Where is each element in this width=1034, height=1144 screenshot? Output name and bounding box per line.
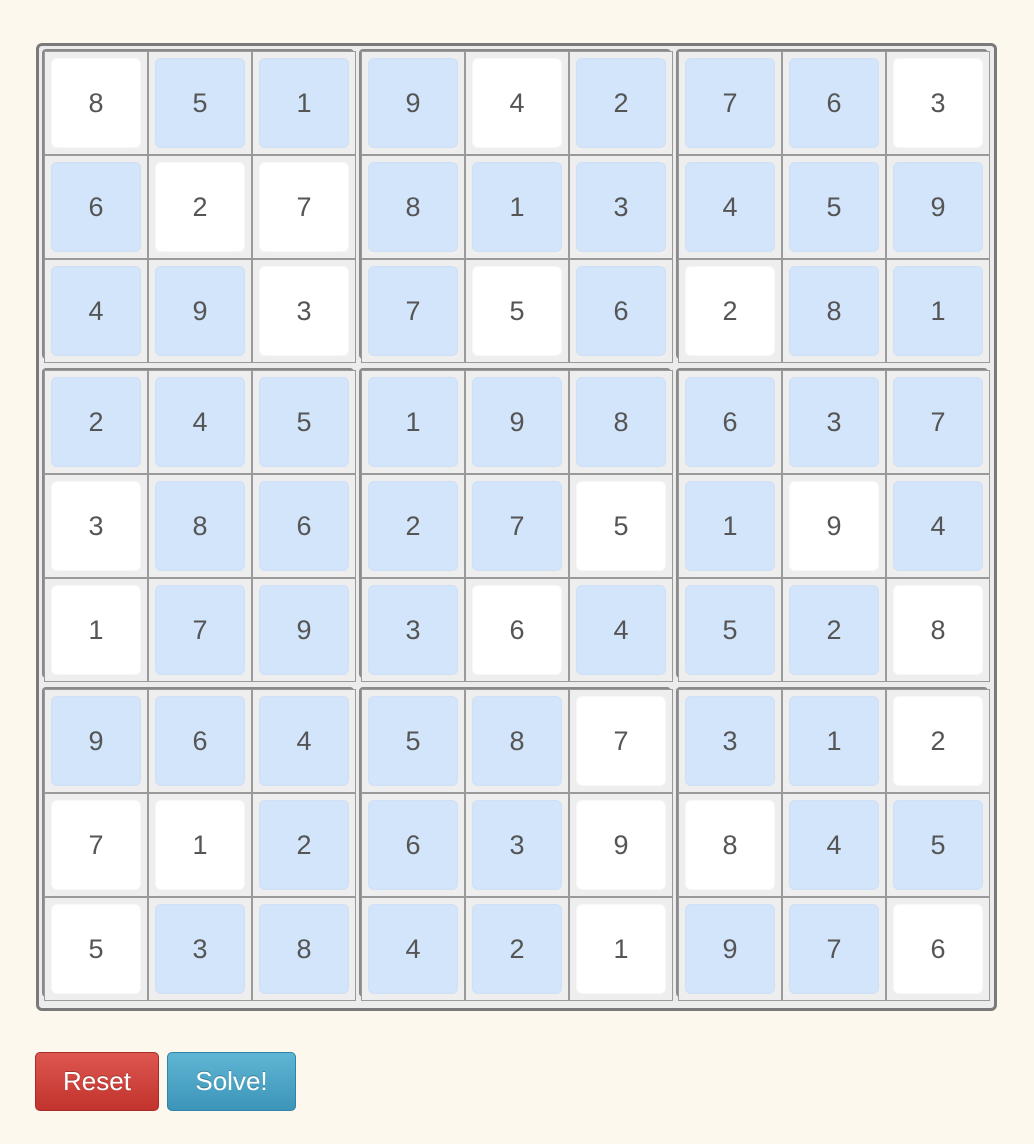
sudoku-board [36, 43, 997, 1011]
sudoku-cell[interactable] [361, 793, 465, 897]
sudoku-cell[interactable] [148, 474, 252, 578]
entered-cell-value[interactable]: 2 [259, 800, 349, 890]
entered-cell-value[interactable]: 4 [51, 266, 141, 356]
entered-cell-value[interactable]: 9 [685, 904, 775, 994]
entered-cell-value[interactable]: 2 [51, 377, 141, 467]
sudoku-cell[interactable] [44, 474, 148, 578]
entered-cell-value[interactable]: 1 [789, 696, 879, 786]
entered-cell-value[interactable]: 6 [685, 377, 775, 467]
entered-cell-value[interactable]: 8 [576, 377, 666, 467]
given-cell-value: 1 [576, 904, 666, 994]
sudoku-cell[interactable] [252, 474, 356, 578]
sudoku-cell[interactable] [465, 155, 569, 259]
sudoku-cell[interactable] [465, 897, 569, 1001]
entered-cell-value[interactable]: 4 [576, 585, 666, 675]
entered-cell-value[interactable]: 7 [685, 58, 775, 148]
sudoku-cell[interactable] [148, 51, 252, 155]
sudoku-cell[interactable] [678, 155, 782, 259]
entered-cell-value[interactable]: 9 [472, 377, 562, 467]
reset-button[interactable]: Reset [35, 1052, 159, 1111]
given-cell-value: 5 [576, 481, 666, 571]
sudoku-cell[interactable] [361, 474, 465, 578]
sudoku-cell[interactable] [678, 474, 782, 578]
sudoku-box [359, 687, 671, 997]
sudoku-cell[interactable] [361, 897, 465, 1001]
entered-cell-value[interactable]: 5 [259, 377, 349, 467]
sudoku-cell[interactable] [148, 578, 252, 682]
entered-cell-value[interactable]: 4 [685, 162, 775, 252]
entered-cell-value[interactable]: 7 [472, 481, 562, 571]
sudoku-cell[interactable] [252, 155, 356, 259]
entered-cell-value[interactable]: 3 [576, 162, 666, 252]
given-cell-value: 1 [51, 585, 141, 675]
entered-cell-value[interactable]: 6 [576, 266, 666, 356]
given-cell-value: 1 [155, 800, 245, 890]
sudoku-cell[interactable] [252, 689, 356, 793]
sudoku-cell[interactable] [678, 259, 782, 363]
entered-cell-value[interactable]: 4 [893, 481, 983, 571]
sudoku-cell[interactable] [148, 259, 252, 363]
sudoku-cell[interactable] [44, 51, 148, 155]
sudoku-cell[interactable] [465, 578, 569, 682]
sudoku-cell[interactable] [678, 689, 782, 793]
entered-cell-value[interactable]: 8 [368, 162, 458, 252]
sudoku-box [42, 687, 354, 997]
entered-cell-value[interactable]: 7 [155, 585, 245, 675]
sudoku-cell[interactable] [44, 793, 148, 897]
sudoku-cell[interactable] [678, 897, 782, 1001]
entered-cell-value[interactable]: 9 [368, 58, 458, 148]
entered-cell-value[interactable]: 6 [155, 696, 245, 786]
entered-cell-value[interactable]: 7 [368, 266, 458, 356]
entered-cell-value[interactable]: 3 [685, 696, 775, 786]
sudoku-cell[interactable] [465, 689, 569, 793]
entered-cell-value[interactable]: 2 [472, 904, 562, 994]
sudoku-cell[interactable] [782, 897, 886, 1001]
sudoku-cell[interactable] [465, 51, 569, 155]
entered-cell-value[interactable]: 8 [472, 696, 562, 786]
entered-cell-value[interactable]: 9 [259, 585, 349, 675]
sudoku-cell[interactable] [886, 259, 990, 363]
given-cell-value: 3 [51, 481, 141, 571]
sudoku-cell[interactable] [44, 578, 148, 682]
entered-cell-value[interactable]: 8 [155, 481, 245, 571]
sudoku-cell[interactable] [361, 578, 465, 682]
given-cell-value: 7 [259, 162, 349, 252]
sudoku-cell[interactable] [465, 370, 569, 474]
sudoku-box [359, 368, 671, 678]
sudoku-cell[interactable] [782, 474, 886, 578]
sudoku-cell[interactable] [361, 259, 465, 363]
sudoku-cell[interactable] [465, 793, 569, 897]
entered-cell-value[interactable]: 5 [789, 162, 879, 252]
entered-cell-value[interactable]: 8 [259, 904, 349, 994]
sudoku-cell[interactable] [782, 370, 886, 474]
sudoku-cell[interactable] [148, 370, 252, 474]
entered-cell-value[interactable]: 1 [893, 266, 983, 356]
sudoku-cell[interactable] [886, 51, 990, 155]
sudoku-cell[interactable] [886, 897, 990, 1001]
sudoku-box [676, 687, 988, 997]
sudoku-cell[interactable] [252, 578, 356, 682]
sudoku-cell[interactable] [782, 155, 886, 259]
sudoku-cell[interactable] [886, 155, 990, 259]
entered-cell-value[interactable]: 9 [155, 266, 245, 356]
sudoku-cell[interactable] [361, 51, 465, 155]
entered-cell-value[interactable]: 2 [576, 58, 666, 148]
entered-cell-value[interactable]: 9 [51, 696, 141, 786]
given-cell-value: 8 [51, 58, 141, 148]
sudoku-cell[interactable] [44, 370, 148, 474]
entered-cell-value[interactable]: 9 [893, 162, 983, 252]
sudoku-cell[interactable] [782, 259, 886, 363]
given-cell-value: 2 [155, 162, 245, 252]
sudoku-box [676, 368, 988, 678]
entered-cell-value[interactable]: 3 [155, 904, 245, 994]
sudoku-box [42, 49, 354, 359]
sudoku-cell[interactable] [361, 155, 465, 259]
given-cell-value: 6 [893, 904, 983, 994]
sudoku-cell[interactable] [782, 793, 886, 897]
sudoku-cell[interactable] [252, 793, 356, 897]
sudoku-cell[interactable] [252, 259, 356, 363]
given-cell-value: 8 [685, 800, 775, 890]
sudoku-cell[interactable] [44, 689, 148, 793]
entered-cell-value[interactable]: 6 [368, 800, 458, 890]
sudoku-cell[interactable] [148, 689, 252, 793]
entered-cell-value[interactable]: 2 [368, 481, 458, 571]
sudoku-cell[interactable] [569, 259, 673, 363]
sudoku-cell[interactable] [569, 155, 673, 259]
sudoku-cell[interactable] [569, 897, 673, 1001]
entered-cell-value[interactable]: 4 [789, 800, 879, 890]
sudoku-cell[interactable] [782, 578, 886, 682]
entered-cell-value[interactable]: 5 [893, 800, 983, 890]
sudoku-box [676, 49, 988, 359]
sudoku-cell[interactable] [44, 259, 148, 363]
entered-cell-value[interactable]: 6 [789, 58, 879, 148]
sudoku-cell[interactable] [44, 897, 148, 1001]
sudoku-cell[interactable] [569, 689, 673, 793]
sudoku-cell[interactable] [569, 793, 673, 897]
entered-cell-value[interactable]: 8 [789, 266, 879, 356]
given-cell-value: 2 [685, 266, 775, 356]
sudoku-box [42, 368, 354, 678]
entered-cell-value[interactable]: 1 [368, 377, 458, 467]
given-cell-value: 5 [51, 904, 141, 994]
given-cell-value: 2 [893, 696, 983, 786]
sudoku-cell[interactable] [252, 370, 356, 474]
sudoku-cell[interactable] [782, 689, 886, 793]
entered-cell-value[interactable]: 4 [368, 904, 458, 994]
sudoku-cell[interactable] [252, 51, 356, 155]
sudoku-cell[interactable] [569, 51, 673, 155]
sudoku-cell[interactable] [886, 370, 990, 474]
sudoku-cell[interactable] [465, 259, 569, 363]
entered-cell-value[interactable]: 5 [155, 58, 245, 148]
entered-cell-value[interactable]: 2 [789, 585, 879, 675]
sudoku-cell[interactable] [465, 474, 569, 578]
sudoku-cell[interactable] [782, 51, 886, 155]
given-cell-value: 7 [576, 696, 666, 786]
given-cell-value: 3 [259, 266, 349, 356]
sudoku-cell[interactable] [252, 897, 356, 1001]
given-cell-value: 4 [472, 58, 562, 148]
sudoku-cell[interactable] [361, 689, 465, 793]
sudoku-cell[interactable] [886, 793, 990, 897]
given-cell-value: 7 [51, 800, 141, 890]
entered-cell-value[interactable]: 4 [155, 377, 245, 467]
entered-cell-value[interactable]: 6 [259, 481, 349, 571]
sudoku-cell[interactable] [678, 578, 782, 682]
entered-cell-value[interactable]: 3 [368, 585, 458, 675]
entered-cell-value[interactable]: 1 [259, 58, 349, 148]
sudoku-cell[interactable] [678, 793, 782, 897]
sudoku-cell[interactable] [678, 51, 782, 155]
sudoku-cell[interactable] [886, 474, 990, 578]
given-cell-value: 9 [576, 800, 666, 890]
entered-cell-value[interactable]: 7 [893, 377, 983, 467]
entered-cell-value[interactable]: 3 [789, 377, 879, 467]
sudoku-cell[interactable] [148, 155, 252, 259]
sudoku-cell[interactable] [361, 370, 465, 474]
entered-cell-value[interactable]: 5 [368, 696, 458, 786]
given-cell-value: 3 [893, 58, 983, 148]
entered-cell-value[interactable]: 7 [789, 904, 879, 994]
entered-cell-value[interactable]: 5 [685, 585, 775, 675]
entered-cell-value[interactable]: 1 [472, 162, 562, 252]
entered-cell-value[interactable]: 6 [51, 162, 141, 252]
sudoku-cell[interactable] [569, 578, 673, 682]
sudoku-cell[interactable] [678, 370, 782, 474]
entered-cell-value[interactable]: 3 [472, 800, 562, 890]
sudoku-cell[interactable] [886, 578, 990, 682]
sudoku-cell[interactable] [148, 793, 252, 897]
given-cell-value: 5 [472, 266, 562, 356]
sudoku-cell[interactable] [148, 897, 252, 1001]
sudoku-cell[interactable] [569, 474, 673, 578]
given-cell-value: 9 [789, 481, 879, 571]
given-cell-value: 8 [893, 585, 983, 675]
sudoku-box [359, 49, 671, 359]
sudoku-cell[interactable] [44, 155, 148, 259]
entered-cell-value[interactable]: 4 [259, 696, 349, 786]
solve-button[interactable]: Solve! [167, 1052, 296, 1111]
sudoku-cell[interactable] [569, 370, 673, 474]
given-cell-value: 6 [472, 585, 562, 675]
sudoku-cell[interactable] [886, 689, 990, 793]
entered-cell-value[interactable]: 1 [685, 481, 775, 571]
